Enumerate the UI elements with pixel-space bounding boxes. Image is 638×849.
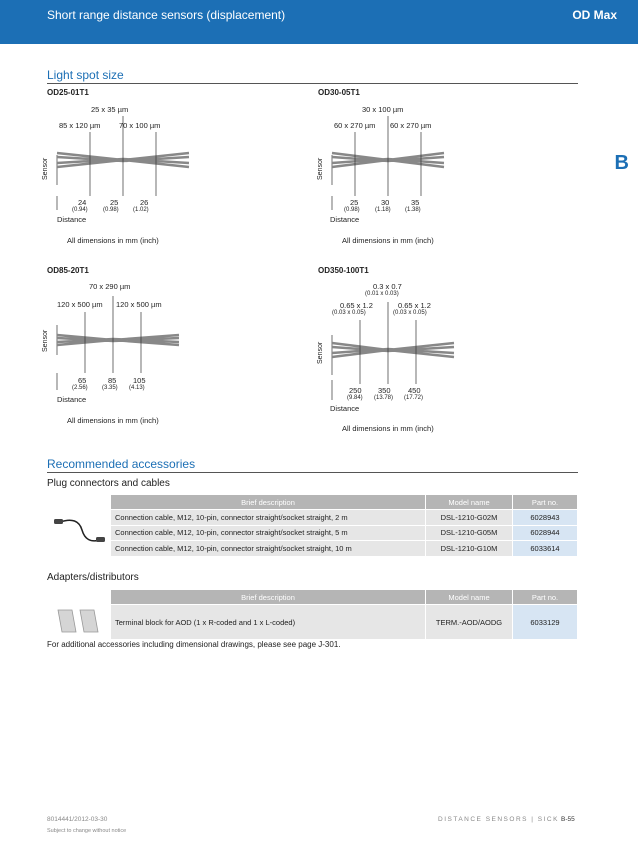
diagram-title: OD25-01T1 <box>47 88 89 97</box>
distance-3: 26 <box>140 198 149 207</box>
spot-left: 0.65 x 1.2 <box>340 301 373 310</box>
cable-model: DSL-1210-G02M <box>426 510 512 525</box>
distance-3-inch: (17.72) <box>404 395 424 401</box>
distance-2-inch: (0.98) <box>103 207 119 213</box>
cable-desc: Connection cable, M12, 10-pin, connector straight/socket straight, 10 m <box>111 541 425 556</box>
adapter-model: TERM.-AOD/AODG <box>426 605 512 639</box>
table-header <box>48 590 577 604</box>
distance-3: 105 <box>133 376 146 385</box>
cable-part: 6028943 <box>513 510 577 525</box>
distance-2: 85 <box>108 376 117 385</box>
cable-model: DSL-1210-G05M <box>426 526 512 541</box>
col-part: Part no. <box>513 590 577 604</box>
chapter-marker: B <box>614 152 629 174</box>
accessories-heading: Recommended accessories <box>47 457 578 473</box>
adapter-desc: Terminal block for AOD (1 x R-coded and 1 x L-coded) <box>111 605 425 639</box>
distance-1: 250 <box>349 386 362 395</box>
distance-1: 25 <box>350 198 359 207</box>
table-row <box>48 510 577 525</box>
col-model: Model name <box>426 590 512 604</box>
diagram-title: OD350-100T1 <box>318 266 369 275</box>
diagram-title: OD85-20T1 <box>47 266 89 275</box>
doc-number: 8014441/2012-03-30 <box>47 816 108 823</box>
col-description: Brief description <box>111 495 425 509</box>
distance-3-inch: (1.38) <box>405 207 421 213</box>
dims-note: All dimensions in mm (inch) <box>342 424 434 433</box>
distance-2: 350 <box>378 386 391 395</box>
distance-1: 24 <box>78 198 87 207</box>
distance-2-inch: (1.18) <box>375 207 391 213</box>
spot-diagram-od350 <box>317 280 582 433</box>
sensor-label: Sensor <box>42 329 49 352</box>
spot-top: 25 x 35 µm <box>91 105 129 114</box>
table-row <box>48 526 577 541</box>
distance-2-inch: (3.35) <box>102 385 118 391</box>
spot-right: 70 x 100 µm <box>119 121 161 130</box>
spot-left: 120 x 500 µm <box>57 300 103 309</box>
spot-right: 120 x 500 µm <box>116 300 162 309</box>
accessories-note: For additional accessories including dimensional drawings, please see page J-301. <box>47 640 341 649</box>
sensor-label: Sensor <box>317 341 324 364</box>
header-title: Short range distance sensors (displacement) <box>47 8 286 22</box>
col-description: Brief description <box>111 590 425 604</box>
spot-top: 0.3 x 0.7 <box>373 282 402 291</box>
distance-3: 35 <box>411 198 420 207</box>
product-name: OD Max <box>572 8 617 22</box>
sensor-label: Sensor <box>42 157 49 180</box>
cable-part: 6033614 <box>513 541 577 556</box>
distance-label: Distance <box>57 215 87 224</box>
spot-top: 30 x 100 µm <box>362 105 404 114</box>
col-model: Model name <box>426 495 512 509</box>
cable-image <box>48 510 110 556</box>
table-row <box>48 605 577 639</box>
distance-2: 30 <box>381 198 390 207</box>
spot-right: 60 x 270 µm <box>390 121 432 130</box>
adapters-subheading: Adapters/distributors <box>47 572 139 583</box>
terminal-block-image <box>48 605 110 639</box>
spot-top-inch: (0.01 x 0.03) <box>365 291 399 297</box>
diagram-title: OD30-05T1 <box>318 88 360 97</box>
adapters-table <box>47 589 578 640</box>
cable-part: 6028944 <box>513 526 577 541</box>
distance-3: 450 <box>408 386 421 395</box>
distance-3-inch: (1.02) <box>133 207 149 213</box>
sensor-label: Sensor <box>317 157 324 180</box>
spot-top: 70 x 290 µm <box>89 282 131 291</box>
cables-table <box>47 494 578 557</box>
distance-2-inch: (13.78) <box>374 395 394 401</box>
spot-left-inch: (0.03 x 0.05) <box>332 310 366 316</box>
distance-3-inch: (4.13) <box>129 385 145 391</box>
page-header <box>0 0 638 44</box>
plug-subheading: Plug connectors and cables <box>47 478 170 489</box>
distance-1-inch: (9.84) <box>347 395 363 401</box>
distance-1: 65 <box>78 376 87 385</box>
dims-note: All dimensions in mm (inch) <box>67 416 159 425</box>
cable-desc: Connection cable, M12, 10-pin, connector straight/socket straight, 2 m <box>111 510 425 525</box>
cable-model: DSL-1210-G10M <box>426 541 512 556</box>
table-header <box>48 495 577 509</box>
spot-left: 60 x 270 µm <box>334 121 376 130</box>
spot-right: 0.65 x 1.2 <box>398 301 431 310</box>
distance-label: Distance <box>330 215 360 224</box>
distance-1-inch: (2.56) <box>72 385 88 391</box>
spot-right-inch: (0.03 x 0.05) <box>393 310 427 316</box>
page-number: B-55 <box>561 816 575 823</box>
dims-note: All dimensions in mm (inch) <box>342 236 434 245</box>
distance-label: Distance <box>330 404 360 413</box>
distance-1-inch: (0.98) <box>344 207 360 213</box>
spot-diagram-od85 <box>42 280 307 425</box>
cable-desc: Connection cable, M12, 10-pin, connector straight/socket straight, 5 m <box>111 526 425 541</box>
adapter-part: 6033129 <box>513 605 577 639</box>
spot-diagram-od30 <box>317 100 582 245</box>
subject-note: Subject to change without notice <box>47 828 127 834</box>
light-spot-heading: Light spot size <box>47 68 578 84</box>
spot-left: 85 x 120 µm <box>59 121 101 130</box>
table-row <box>48 541 577 556</box>
distance-label: Distance <box>57 395 87 404</box>
distance-1-inch: (0.94) <box>72 207 88 213</box>
footer-brand: DISTANCE SENSORS | SICK <box>438 816 559 823</box>
spot-diagram-od25 <box>42 100 307 245</box>
col-part: Part no. <box>513 495 577 509</box>
dims-note: All dimensions in mm (inch) <box>67 236 159 245</box>
distance-2: 25 <box>110 198 119 207</box>
